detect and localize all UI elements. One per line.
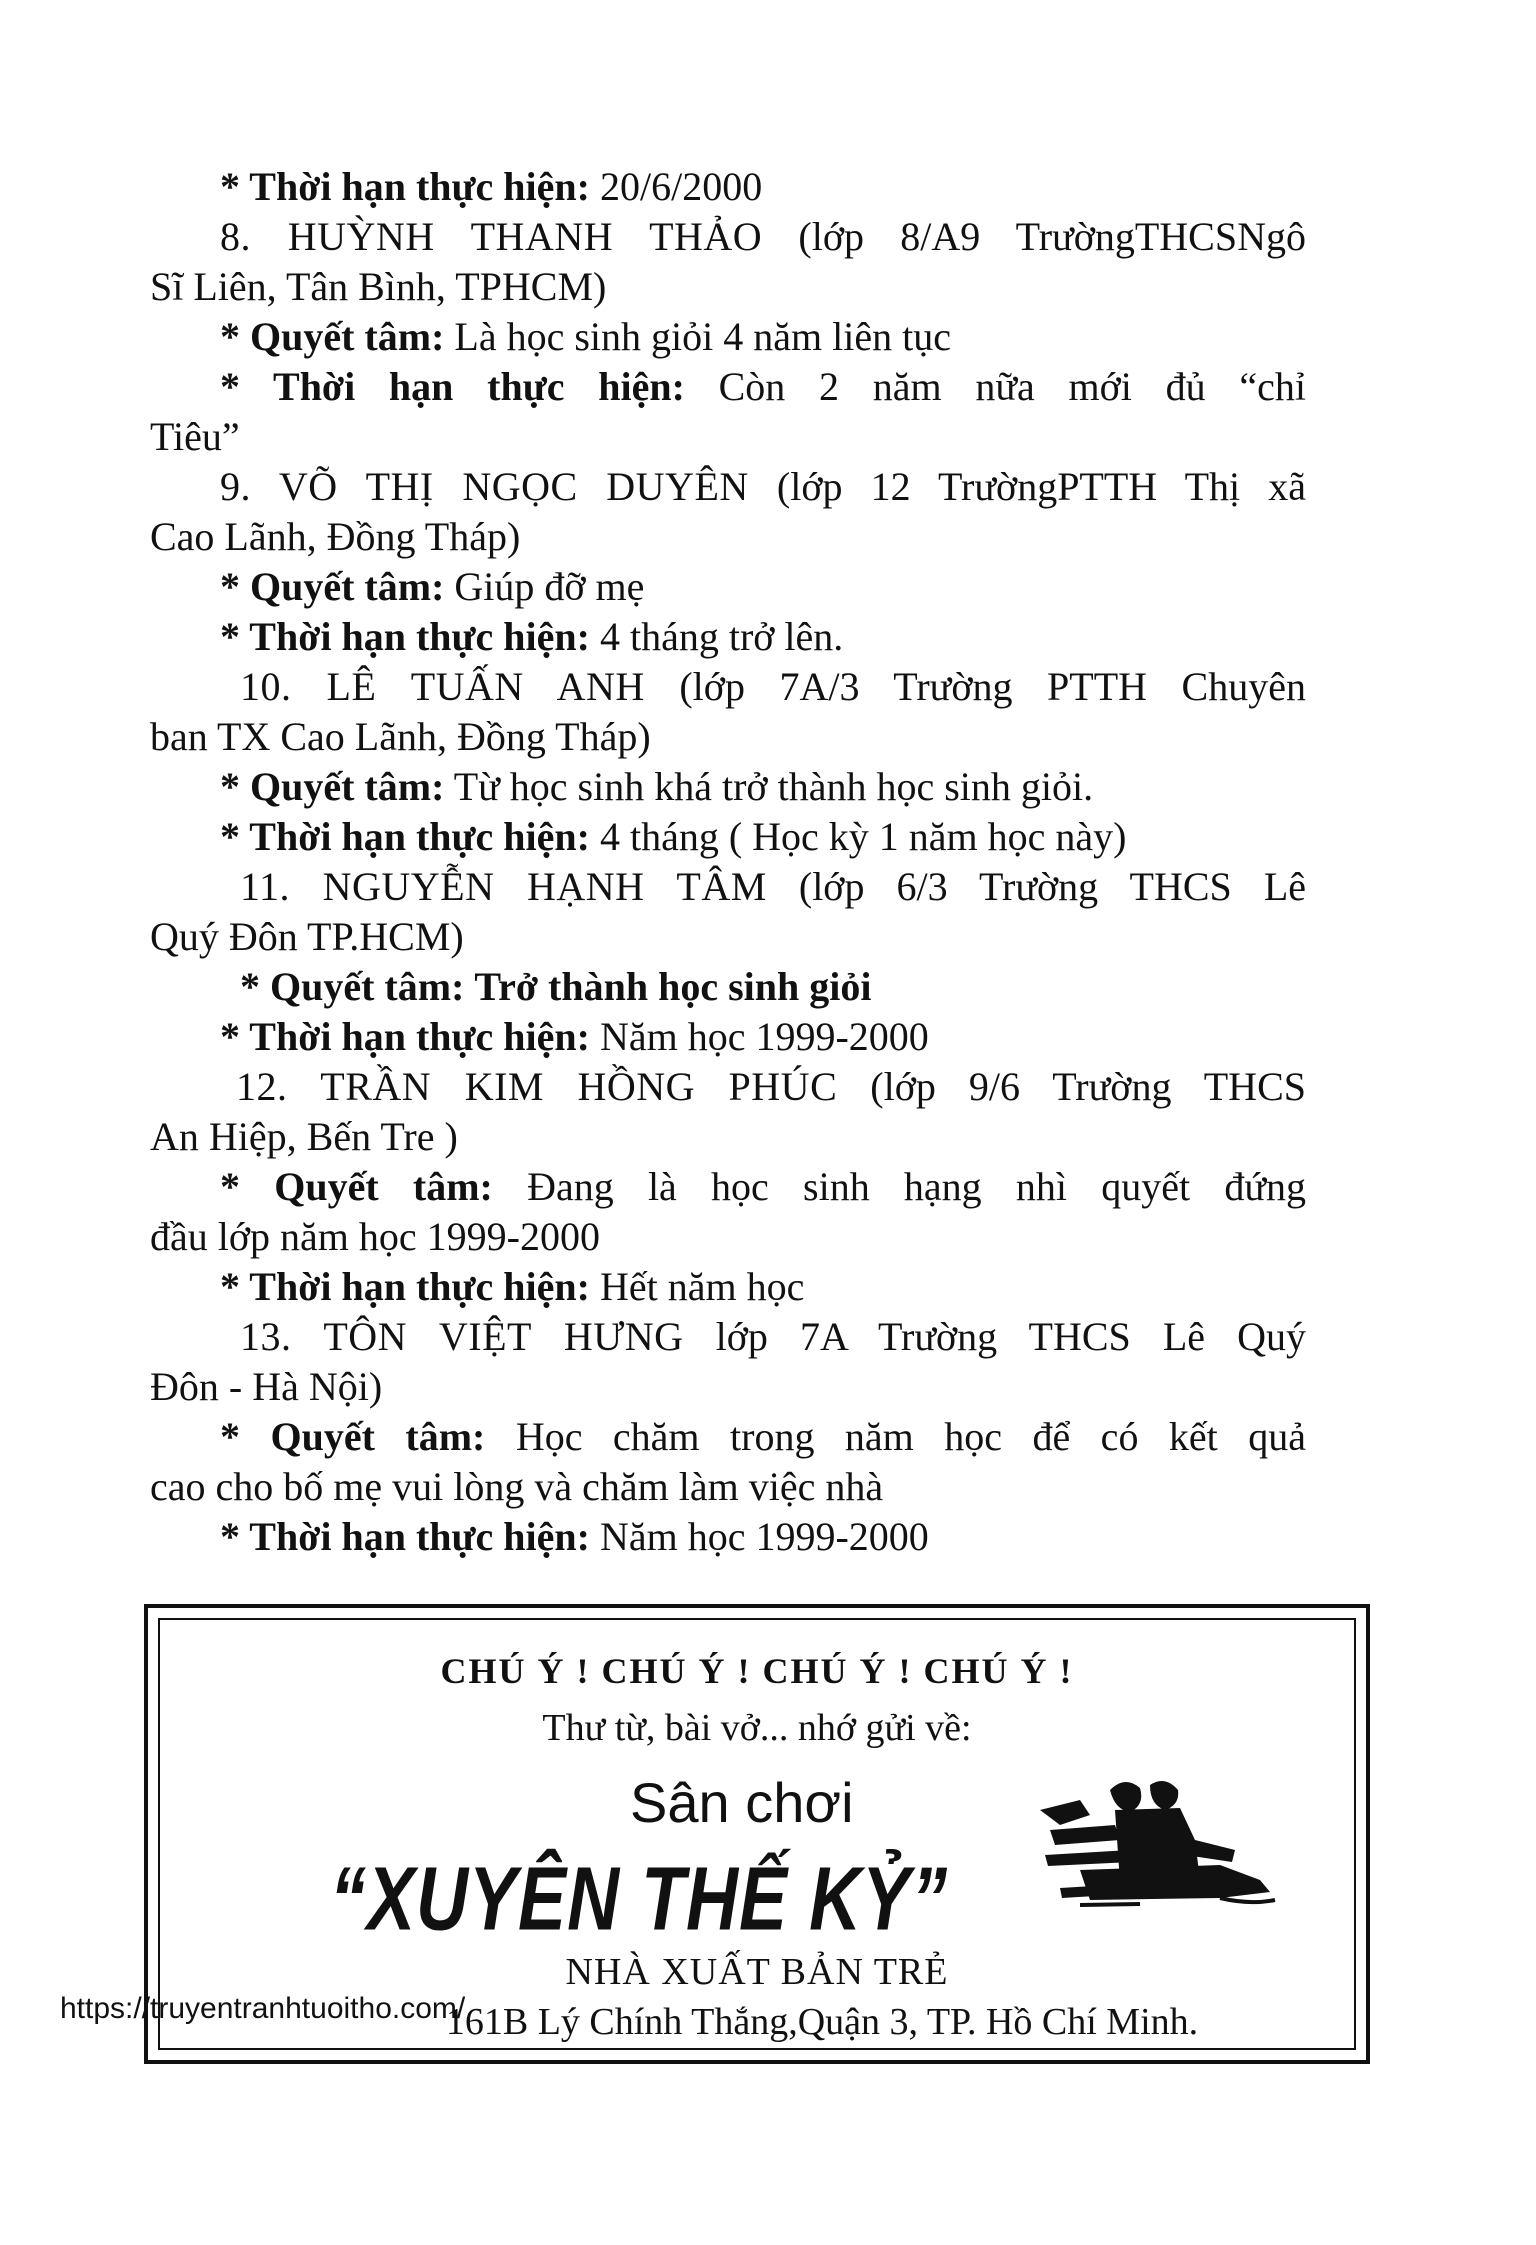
- deadline-value: 20/6/2000: [599, 164, 763, 209]
- entry-10-header: [150, 662, 1306, 712]
- entry-12-header: [150, 1062, 1306, 1112]
- entry-8-school-cont: Sĩ Liên, Tân Bình, TPHCM): [150, 264, 607, 309]
- entry-8-header: [150, 212, 1306, 262]
- deadline-label: * Thời hạn thực hiện:: [220, 1264, 590, 1309]
- deadline-value: Năm học 1999-2000: [599, 1514, 929, 1559]
- deadline-label: * Thời hạn thực hiện:: [220, 614, 590, 659]
- entry-13-header: [150, 1312, 1306, 1362]
- entry-9-name: 9. VÕ THỊ NGỌC DUYÊN: [220, 464, 749, 509]
- goal-label: * Quyết tâm:: [220, 314, 445, 359]
- entry-11-school-cont: Quý Đôn TP.HCM): [150, 914, 464, 959]
- entry-12-deadline: [150, 1262, 1306, 1312]
- entries-list: [150, 162, 1306, 1562]
- goal-value: Đang là học sinh hạng nhì quyết đứng: [527, 1164, 1306, 1209]
- entry-12-school: (lớp 9/6 Trường THCS: [870, 1064, 1306, 1109]
- entry-11-name: 11. NGUYỄN HẠNH TÂM: [240, 864, 767, 909]
- entry-11-deadline: [150, 1012, 1306, 1062]
- entry-10-goal: [150, 762, 1306, 812]
- entry-9-goal: [150, 562, 1306, 612]
- goal-value: Học chăm trong năm học để có kết quả: [515, 1414, 1306, 1459]
- entry-11-school: (lớp 6/3 Trường THCS Lê: [798, 864, 1307, 909]
- deadline-value: 4 tháng trở lên.: [599, 614, 844, 659]
- goal-label: * Quyết tâm:: [220, 764, 445, 809]
- deadline-value: Hết năm học: [599, 1264, 805, 1309]
- deadline-label: * Thời hạn thực hiện:: [220, 364, 685, 409]
- entry-12-goal-cont: đầu lớp năm học 1999-2000: [150, 1214, 600, 1259]
- notice-inner-frame: [158, 1618, 1356, 2050]
- entry-9-school: (lớp 12 TrườngPTTH Thị xã: [776, 464, 1307, 509]
- goal-value: Trở thành học sinh giỏi: [474, 964, 872, 1009]
- entry-10-name: 10. LÊ TUẤN ANH: [240, 664, 645, 709]
- goal-value: Giúp đỡ mẹ: [454, 564, 645, 609]
- entry-7-deadline: [150, 162, 1306, 212]
- entry-13-deadline: [150, 1512, 1306, 1562]
- entry-8-goal: [150, 312, 1306, 362]
- entry-8-deadline: [150, 362, 1306, 412]
- goal-label: * Quyết tâm:: [220, 1414, 486, 1459]
- deadline-label: * Thời hạn thực hiện:: [220, 1014, 590, 1059]
- deadline-label: * Thời hạn thực hiện:: [220, 164, 590, 209]
- deadline-value: Năm học 1999-2000: [599, 1014, 929, 1059]
- publisher-address: 161B Lý Chính Thắng,Quận 3, TP. Hồ Chí Minh.: [445, 2001, 1199, 2043]
- deadline-label: * Thời hạn thực hiện:: [220, 1514, 590, 1559]
- jetski-illustration-icon: [1020, 1770, 1280, 1930]
- watermark-url-link[interactable]: https://truyentranhtuoitho.com/: [60, 1992, 466, 2025]
- notice-subtitle: Thư từ, bài vở... nhớ gửi về:: [542, 1707, 972, 1749]
- entry-8-deadline-cont: Tiêu”: [150, 414, 240, 459]
- goal-value: Là học sinh giỏi 4 năm liên tục: [454, 314, 951, 359]
- entry-13-goal-cont: cao cho bố mẹ vui lòng và chăm làm việc nhà: [150, 1464, 884, 1509]
- notice-heading: CHÚ Ý ! CHÚ Ý ! CHÚ Ý ! CHÚ Ý !: [440, 1651, 1074, 1691]
- brand-big-title: “XUYÊN THẾ KỶ”: [330, 1849, 949, 1950]
- entry-10-school-cont: ban TX Cao Lãnh, Đồng Tháp): [150, 714, 651, 759]
- entry-11-header: [150, 862, 1306, 912]
- entry-13-school-cont: Đôn - Hà Nội): [150, 1364, 383, 1409]
- publisher-name: NHÀ XUẤT BẢN TRẺ: [565, 1951, 949, 1993]
- deadline-value: 4 tháng ( Học kỳ 1 năm học này): [599, 814, 1127, 859]
- goal-label: * Quyết tâm:: [220, 1164, 493, 1209]
- entry-13-name: 13. TÔN VIỆT HƯNG: [240, 1314, 684, 1359]
- goal-value: Từ học sinh khá trở thành học sinh giỏi.: [453, 764, 1094, 809]
- goal-label: * Quyết tâm:: [220, 564, 445, 609]
- entry-12-name: 12. TRẦN KIM HỒNG PHÚC: [236, 1064, 838, 1109]
- brand-small-title: Sân chơi: [630, 1771, 854, 1834]
- entry-11-goal: [150, 962, 1306, 1012]
- entry-8-school: (lớp 8/A9 TrườngTHCSNgô: [798, 214, 1306, 259]
- entry-9-header: [150, 462, 1306, 512]
- deadline-label: * Thời hạn thực hiện:: [220, 814, 590, 859]
- goal-label: * Quyết tâm:: [240, 964, 465, 1009]
- entry-12-school-cont: An Hiệp, Bến Tre ): [150, 1114, 458, 1159]
- entry-10-school: (lớp 7A/3 Trường PTTH Chuyên: [679, 664, 1306, 709]
- entry-9-school-cont: Cao Lãnh, Đồng Tháp): [150, 514, 521, 559]
- deadline-value: Còn 2 năm nữa mới đủ “chỉ: [718, 364, 1306, 409]
- entry-8-name: 8. HUỲNH THANH THẢO: [220, 214, 763, 259]
- entry-13-goal: [150, 1412, 1306, 1462]
- entry-13-school: lớp 7A Trường THCS Lê Quý: [715, 1314, 1307, 1359]
- entry-9-deadline: [150, 612, 1306, 662]
- entry-10-deadline: [150, 812, 1306, 862]
- entry-12-goal: [150, 1162, 1306, 1212]
